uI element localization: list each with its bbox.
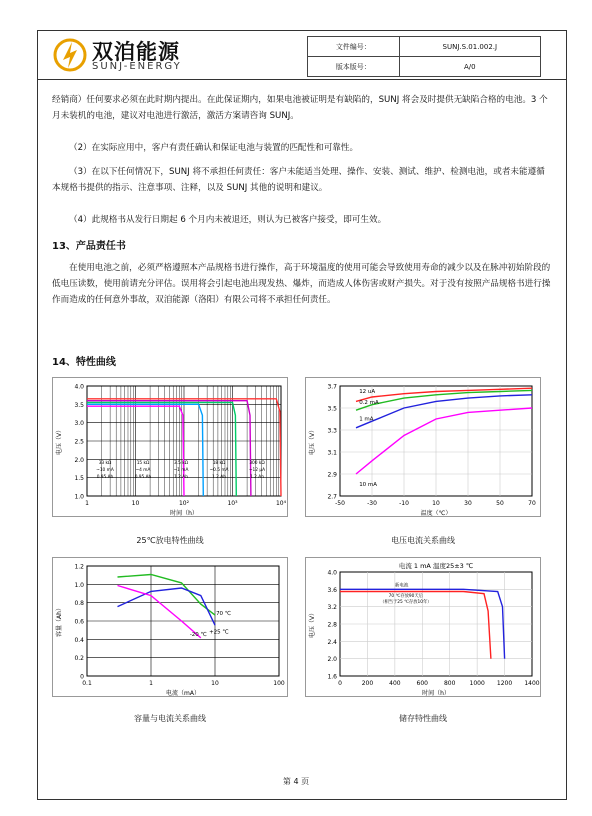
series-label: 10 mA bbox=[359, 482, 378, 488]
chart-storage bbox=[306, 558, 542, 698]
y-tick-label: 0 bbox=[80, 673, 84, 681]
x-tick-label: 10 bbox=[131, 500, 140, 507]
series-label: （相当于25 ℃存放10年） bbox=[380, 600, 432, 606]
logo-en-text: SUNJ-ENERGY bbox=[92, 61, 182, 72]
legend-table-text: ~0.5 mA bbox=[209, 468, 229, 473]
y-tick-label: 1.5 bbox=[74, 475, 84, 483]
x-tick-label: 10² bbox=[178, 500, 190, 507]
chart-capacity-box bbox=[52, 557, 288, 697]
logo-cn-text: 双洎能源 bbox=[92, 40, 180, 64]
x-tick-label: 800 bbox=[443, 680, 456, 687]
y-tick-label: 0.6 bbox=[74, 618, 84, 626]
caption-capacity: 容量与电流关系曲线 bbox=[134, 714, 206, 723]
legend-table-text: ~4 mA bbox=[135, 468, 151, 473]
y-tick-label: 1.0 bbox=[74, 581, 84, 589]
series-label: 新电池 bbox=[394, 583, 409, 589]
x-tick-label: -30 bbox=[367, 500, 377, 507]
x-tick-label: 600 bbox=[416, 680, 429, 687]
series-label: 70 ℃ bbox=[216, 611, 232, 618]
x-tick-label: 1000 bbox=[469, 680, 485, 687]
y-tick-label: 0.4 bbox=[74, 636, 84, 644]
x-tick-label: 100 bbox=[273, 680, 285, 687]
legend-table-text: ~12 μA bbox=[248, 468, 266, 473]
paragraph-4: （4）此规格书从发行日期起 6 个月内未被退还，则认为已被客户接受，即可生效。 bbox=[69, 215, 387, 225]
caption-discharge: 25℃放电特性曲线 bbox=[136, 536, 204, 545]
y-axis-label: 电压（V） bbox=[309, 609, 316, 639]
legend-table-text: 1.2 Ah bbox=[250, 475, 264, 480]
x-axis-label: 时间（h） bbox=[170, 510, 198, 517]
y-tick-label: 2.5 bbox=[74, 438, 84, 446]
series-label: 12 uA bbox=[359, 389, 376, 395]
x-tick-label: 10 bbox=[211, 680, 219, 687]
y-tick-label: 2.4 bbox=[327, 638, 337, 646]
y-tick-label: 2.0 bbox=[74, 456, 84, 464]
legend-table-text: 3.5 kΩ bbox=[174, 461, 188, 466]
y-tick-label: 3.0 bbox=[74, 420, 84, 428]
y-tick-label: 3.6 bbox=[327, 586, 337, 594]
paragraph-2: （2）在实际应用中，客户有责任确认和保证电池与装置的匹配性和可靠性。 bbox=[69, 143, 359, 153]
doc-info-table bbox=[307, 36, 541, 77]
legend-table-text: 33 kΩ bbox=[98, 461, 112, 466]
y-axis-label: 容量（Ah） bbox=[56, 605, 63, 637]
legend-table-text: 300 kΩ bbox=[249, 461, 265, 466]
y-tick-label: 3.1 bbox=[327, 449, 337, 457]
doc-no-value: SUNJ.S.01.002.J bbox=[399, 37, 540, 57]
y-tick-label: 2.0 bbox=[327, 656, 337, 664]
company-logo bbox=[52, 36, 262, 76]
chart-capacity bbox=[53, 558, 289, 698]
series-label: 0.2 mA bbox=[359, 400, 379, 406]
legend-table-text: ~1 mA bbox=[173, 468, 189, 473]
x-tick-label: 10³ bbox=[227, 500, 238, 507]
doc-no-label: 文件编号： bbox=[308, 37, 400, 57]
x-tick-label: -10 bbox=[399, 500, 409, 507]
section-13-title: 13、产品责任书 bbox=[52, 241, 126, 252]
legend-table-text: 15 kΩ bbox=[136, 461, 150, 466]
logo-mark-icon bbox=[52, 36, 88, 74]
version-label: 版本版号： bbox=[308, 57, 400, 77]
legend-table-text: 0.95 Ah bbox=[134, 475, 152, 480]
x-tick-label: 1200 bbox=[496, 680, 513, 687]
paragraph-5: 在使用电池之前，必须严格遵照本产品规格书进行操作，高于环境温度的使用可能会导致使用寿命的减少以及在脉冲初始阶段的低电压读数，使用前请充分评估。误用将会引起电池出现发热、爆炸，而造成人体伤害或财产损失。对于没有按照产品规格书进行操作而造成的任何意外事故，双洎能源（洛阳）有限公司将不承担任何责任。 bbox=[52, 263, 551, 305]
y-tick-label: 3.2 bbox=[327, 604, 337, 612]
chart-storage-box bbox=[305, 557, 541, 697]
legend-table-text: 18 kΩ bbox=[212, 461, 226, 466]
y-tick-label: 3.5 bbox=[74, 401, 84, 409]
caption-voltage-temp: 电压电流关系曲线 bbox=[391, 536, 455, 545]
y-tick-label: 2.7 bbox=[327, 493, 337, 501]
y-tick-label: 1.0 bbox=[74, 493, 84, 501]
legend-table-text: 1.2 Ah bbox=[174, 475, 188, 480]
chart-voltage-temp-box bbox=[305, 377, 541, 517]
x-tick-label: 10⁴ bbox=[275, 500, 287, 507]
series-label: 70 ℃存放90天后 bbox=[388, 594, 423, 600]
paragraph-3: （3）在以下任何情况下，SUNJ 将不承担任何责任：客户未能适当处理、操作、安装、测试、维护、检测电池，或者未能遵循本规格书提供的指示、注意事项、注释，以及 SUNJ 其他的说明和建议。 bbox=[52, 167, 545, 193]
y-tick-label: 3.3 bbox=[327, 427, 337, 435]
chart-discharge bbox=[53, 378, 289, 518]
y-tick-label: 1.6 bbox=[327, 673, 337, 681]
version-value: A/0 bbox=[399, 57, 540, 77]
chart-voltage-temp bbox=[306, 378, 542, 518]
x-tick-label: 400 bbox=[389, 680, 401, 687]
x-tick-label: 70 bbox=[528, 500, 536, 507]
legend-table-text: ~10 mA bbox=[96, 468, 114, 473]
x-tick-label: 50 bbox=[496, 500, 504, 507]
legend-table-text: 1.2 Ah bbox=[212, 475, 226, 480]
y-axis-label: 电压（V） bbox=[56, 426, 63, 456]
x-tick-label: 30 bbox=[464, 500, 472, 507]
page-number: 第 4 页 bbox=[282, 777, 310, 786]
x-tick-label: 0 bbox=[338, 680, 342, 687]
series-label: -20 ℃ bbox=[189, 632, 207, 639]
chart-discharge-box bbox=[52, 377, 288, 517]
paragraph-1: 经销商）任何要求必须在此时期内提出。在此保证期内，如果电池被证明是有缺陷的，SUNJ 将会及时提供无缺陷合格的电池。3 个月未装机的电池，建议对电池进行激活，激活方案请咨询 SUNJ。 bbox=[52, 95, 548, 121]
y-tick-label: 2.8 bbox=[327, 621, 337, 629]
series-label: +25 ℃ bbox=[209, 629, 229, 636]
x-tick-label: -50 bbox=[335, 500, 345, 507]
x-tick-label: 10 bbox=[432, 500, 440, 507]
x-tick-label: 1400 bbox=[524, 680, 540, 687]
y-tick-label: 3.5 bbox=[327, 405, 337, 413]
section-14-title: 14、特性曲线 bbox=[52, 357, 116, 368]
y-tick-label: 3.7 bbox=[327, 383, 337, 391]
y-tick-label: 0.2 bbox=[74, 655, 84, 663]
caption-storage: 储存特性曲线 bbox=[399, 714, 447, 723]
y-tick-label: 0.8 bbox=[74, 600, 84, 608]
chart-title: 电流 1 mA 温度25±3 ℃ bbox=[398, 562, 474, 570]
x-axis-label: 电流（mA） bbox=[166, 690, 200, 697]
y-tick-label: 4.0 bbox=[327, 569, 337, 577]
x-axis-label: 时间（h） bbox=[422, 690, 450, 697]
y-tick-label: 2.9 bbox=[327, 471, 337, 479]
x-axis-label: 温度（℃） bbox=[420, 510, 452, 517]
x-tick-label: 1 bbox=[149, 680, 153, 687]
x-tick-label: 1 bbox=[85, 500, 89, 507]
x-tick-label: 0.1 bbox=[82, 680, 92, 687]
legend-table-text: 0.95 Ah bbox=[96, 475, 114, 480]
series-label: 1 mA bbox=[359, 416, 374, 423]
x-tick-label: 200 bbox=[361, 680, 374, 687]
y-axis-label: 电压（V） bbox=[309, 426, 316, 456]
y-tick-label: 4.0 bbox=[74, 383, 84, 391]
y-tick-label: 1.2 bbox=[74, 563, 84, 571]
